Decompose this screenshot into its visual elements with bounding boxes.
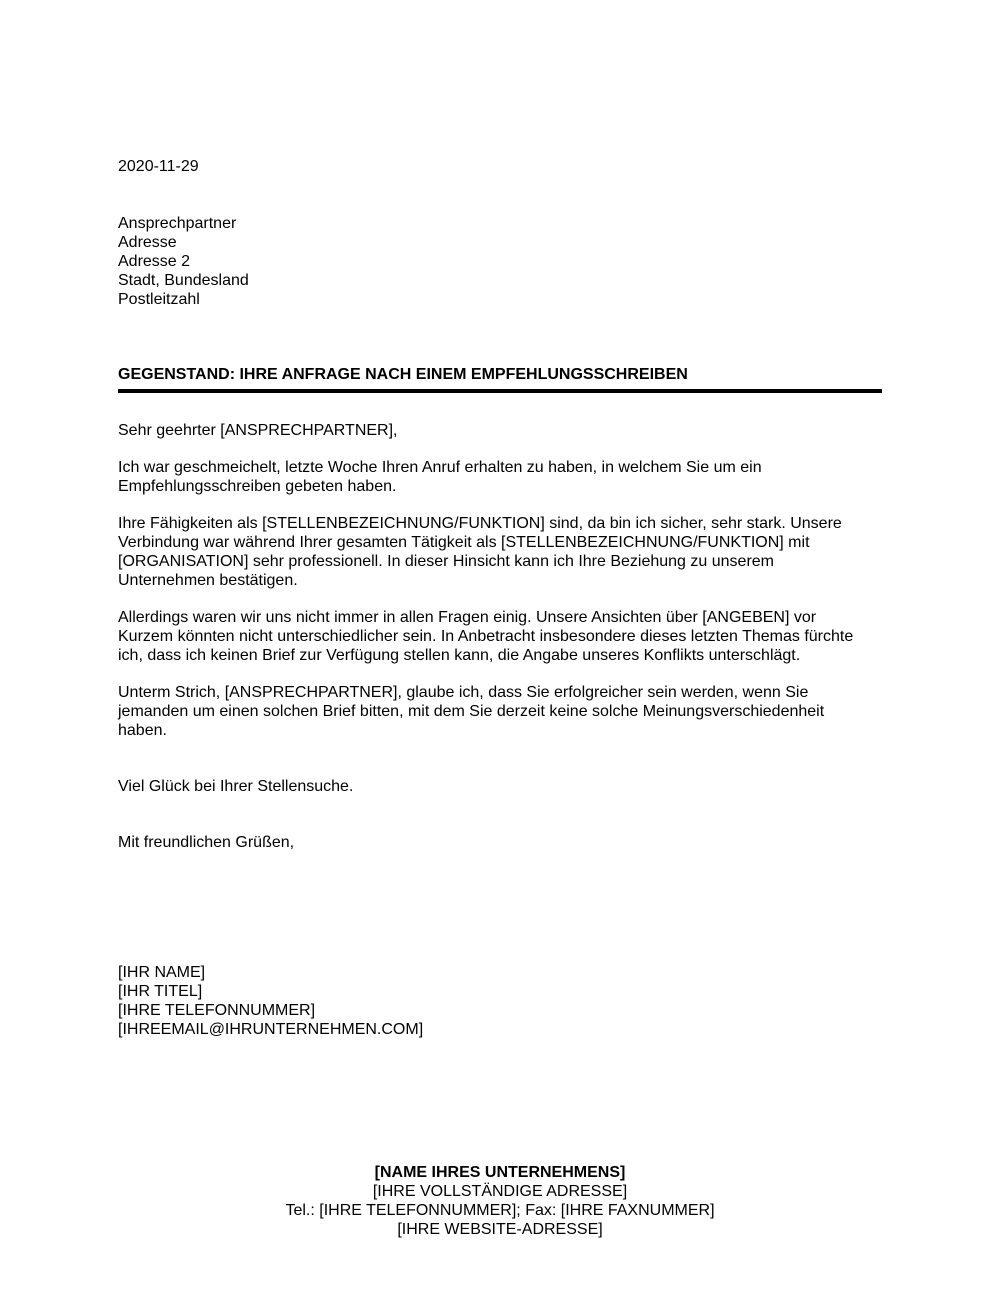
recipient-contact: Ansprechpartner — [118, 215, 237, 232]
salutation: Sehr geehrter [ANSPRECHPARTNER], — [118, 422, 398, 439]
body-paragraph — [118, 514, 888, 590]
recipient-postal-code: Postleitzahl — [118, 291, 200, 308]
recipient-address2: Adresse 2 — [118, 253, 191, 270]
signature-title: [IHR TITEL] — [118, 983, 203, 1000]
paragraph-line: Kurzem könnten nicht unterschiedlicher sein. In Anbetracht insbesondere dieses letzten Themas fürchte — [118, 628, 854, 645]
signature-block — [118, 963, 423, 1039]
footer-contact: Tel.: [IHRE TELEFONNUMMER]; Fax: [IHRE FAXNUMMER] — [285, 1202, 715, 1219]
paragraph-line: Verbindung war während Ihrer gesamten Tätigkeit als [STELLENBEZEICHNUNG/FUNKTION] mit — [118, 534, 810, 551]
paragraph-line: haben. — [118, 722, 167, 739]
body-paragraph — [118, 458, 888, 496]
body-paragraph — [118, 608, 888, 665]
paragraph-line: Ihre Fähigkeiten als [STELLENBEZEICHNUNG/FUNKTION] sind, da bin ich sicher, sehr stark. Unsere — [118, 515, 842, 532]
recipient-block — [118, 214, 249, 309]
subject-line: GEGENSTAND: IHRE ANFRAGE NACH EINEM EMPFEHLUNGSSCHREIBEN — [118, 366, 688, 383]
footer-website: [IHRE WEBSITE-ADRESSE] — [397, 1221, 603, 1238]
good-luck-line: Viel Glück bei Ihrer Stellensuche. — [118, 778, 354, 795]
recipient-city-state: Stadt, Bundesland — [118, 272, 249, 289]
signature-name: [IHR NAME] — [118, 964, 206, 981]
paragraph-line: Empfehlungsschreiben gebeten haben. — [118, 478, 397, 495]
footer-company-name: [NAME IHRES UNTERNEHMENS] — [374, 1164, 626, 1181]
paragraph-line: jemanden um einen solchen Brief bitten, mit dem Sie derzeit keine solche Meinungsverschiedenheit — [118, 703, 825, 720]
body-paragraph — [118, 683, 888, 740]
recipient-address1: Adresse — [118, 234, 177, 251]
signature-email: [IHREEMAIL@IHRUNTERNEHMEN.COM] — [118, 1021, 424, 1038]
footer-address: [IHRE VOLLSTÄNDIGE ADRESSE] — [372, 1183, 628, 1200]
company-footer — [0, 1163, 1000, 1239]
paragraph-line: Unternehmen bestätigen. — [118, 572, 298, 589]
paragraph-line: Ich war geschmeichelt, letzte Woche Ihren Anruf erhalten zu haben, in welchem Sie um ein — [118, 459, 762, 476]
paragraph-line: Allerdings waren wir uns nicht immer in allen Fragen einig. Unsere Ansichten über [ANGEBEN] vor — [118, 609, 817, 626]
subject-divider — [118, 389, 882, 393]
closing-line: Mit freundlichen Grüßen, — [118, 834, 295, 851]
signature-phone: [IHRE TELEFONNUMMER] — [118, 1002, 316, 1019]
paragraph-line: ich, dass ich keinen Brief zur Verfügung stellen kann, die Angabe unseres Konflikts unterschlägt. — [118, 647, 801, 664]
paragraph-line: [ORGANISATION] sehr professionell. In dieser Hinsicht kann ich Ihre Beziehung zu unserem — [118, 553, 774, 570]
paragraph-line: Unterm Strich, [ANSPRECHPARTNER], glaube ich, dass Sie erfolgreicher sein werden, wenn Sie — [118, 684, 809, 701]
letter-date: 2020-11-29 — [118, 158, 199, 175]
